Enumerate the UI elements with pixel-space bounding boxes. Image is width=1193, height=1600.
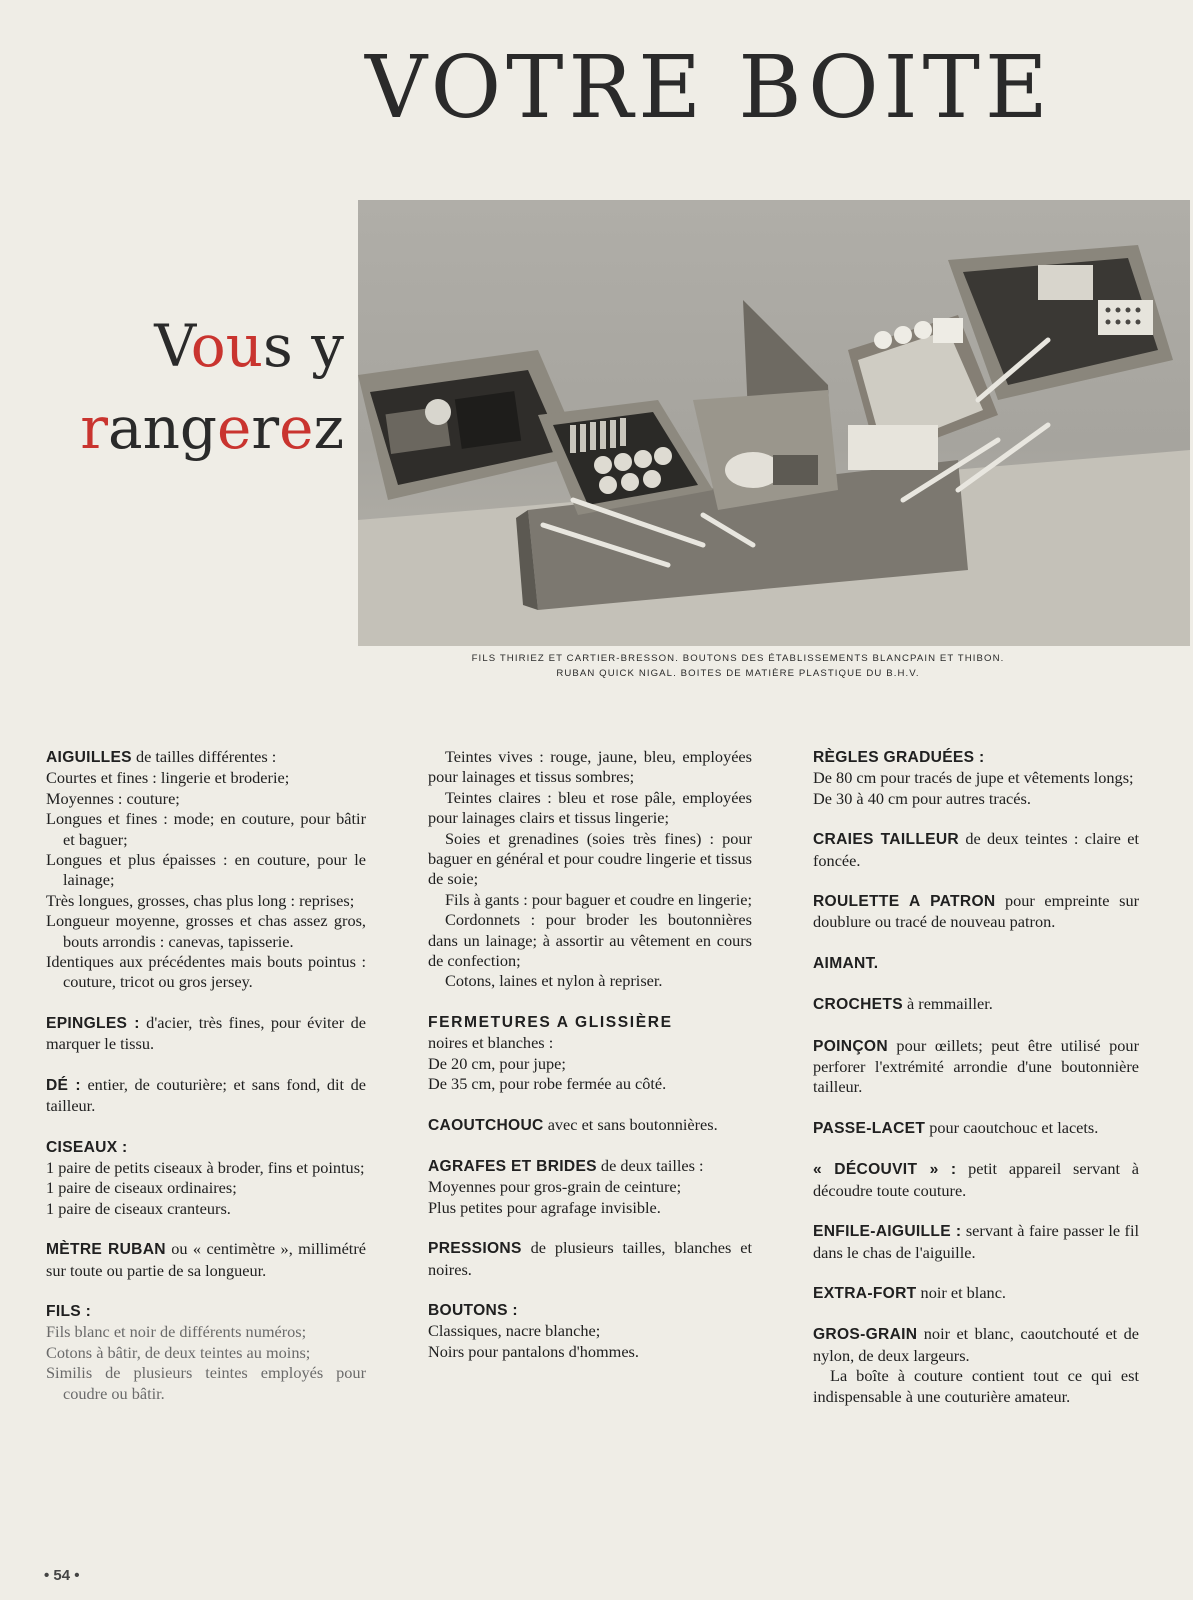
list-item: Moyennes pour gros-grain de ceinture; bbox=[428, 1177, 682, 1197]
list-item: noires et blanches : bbox=[428, 1033, 554, 1053]
list-item: Identiques aux précédentes mais bouts pointus : couture, tricot ou gros jersey. bbox=[46, 952, 366, 992]
entry-text: avec et sans boutonnières. bbox=[543, 1114, 718, 1134]
kicker-letter-red: r bbox=[80, 394, 108, 462]
entry-heading: GROS-GRAIN bbox=[813, 1326, 918, 1344]
entry-caoutchouc bbox=[428, 1115, 752, 1136]
entry-heading: « DÉCOUVIT » : bbox=[813, 1161, 957, 1179]
entry-text: noir et blanc, caoutchouté et de nylon, de deux largeurs. bbox=[813, 1324, 1139, 1365]
list-item: Noirs pour pantalons d'hommes. bbox=[428, 1341, 639, 1361]
entry-heading: EXTRA-FORT bbox=[813, 1284, 917, 1302]
entry-metre bbox=[46, 1239, 366, 1281]
entry-heading: POINÇON bbox=[813, 1037, 888, 1055]
entry-heading: CISEAUX : bbox=[46, 1138, 128, 1156]
entry-heading: CAOUTCHOUC bbox=[428, 1116, 544, 1134]
entry-text: noir et blanc. bbox=[916, 1282, 1006, 1302]
entry-roulette bbox=[813, 891, 1139, 933]
entry-poincon bbox=[813, 1036, 1139, 1098]
entry-text: pour œillets; peut être utilisé pour perforer l'extrémité arrondie d'une boutonnière tailleur. bbox=[813, 1035, 1139, 1097]
entry-regles bbox=[813, 747, 1139, 809]
list-item: Cordonnets : pour broder les boutonnières dans un lainage; à assortir au vêtement en cours de confection; bbox=[428, 910, 752, 971]
entry-text: de plusieurs tailles, blanches et noires. bbox=[428, 1238, 752, 1279]
list-item: Teintes vives : rouge, jaune, bleu, employées pour lainages et tissus sombres; bbox=[428, 747, 752, 787]
entry-gros-grain bbox=[813, 1324, 1139, 1407]
list-item: Longueur moyenne, grosses et chas assez gros, bouts arrondis : canevas, tapisserie. bbox=[46, 911, 366, 951]
entry-heading: AIMANT. bbox=[813, 954, 879, 972]
list-item: Moyennes : couture; bbox=[46, 788, 180, 808]
list-item: 1 paire de petits ciseaux à broder, fins et pointus; bbox=[46, 1157, 365, 1177]
sewing-box-illustration bbox=[358, 200, 1190, 646]
entry-decouvit bbox=[813, 1159, 1139, 1201]
entry-fils-suite bbox=[428, 747, 752, 992]
entry-pressions bbox=[428, 1238, 752, 1280]
kicker-letter: V bbox=[154, 312, 191, 380]
entry-text: servant à faire passer le fil dans le chas de l'aiguille. bbox=[813, 1221, 1139, 1262]
entry-enfile-aiguille bbox=[813, 1221, 1139, 1263]
list-item: Longues et fines : mode; en couture, pour bâtir et baguer; bbox=[46, 809, 366, 849]
list-item: Plus petites pour agrafage invisible. bbox=[428, 1197, 661, 1217]
entry-heading: CRAIES TAILLEUR bbox=[813, 831, 959, 849]
page-title: VOTRE BOITE bbox=[365, 38, 1053, 138]
list-item: De 35 cm, pour robe fermée au côté. bbox=[428, 1074, 667, 1094]
entry-crochets bbox=[813, 994, 1139, 1015]
page-number: • 54 • bbox=[44, 1567, 80, 1584]
entry-text: de deux teintes : claire et foncée. bbox=[813, 829, 1140, 870]
kicker-letter: ang bbox=[107, 394, 218, 462]
entry-passe-lacet bbox=[813, 1118, 1139, 1139]
entry-ciseaux bbox=[46, 1137, 366, 1220]
entry-heading: RÈGLES GRADUÉES : bbox=[813, 749, 985, 766]
kicker-letter-red: e bbox=[217, 394, 252, 462]
column-2 bbox=[428, 747, 752, 1382]
entry-text: ou « centimètre », millimétré sur toute ou partie de sa longueur. bbox=[46, 1239, 366, 1280]
entry-heading: MÈTRE RUBAN bbox=[46, 1241, 166, 1259]
list-item: De 80 cm pour tracés de jupe et vêtements longs; bbox=[813, 768, 1134, 788]
entry-aiguilles bbox=[46, 747, 366, 993]
entry-heading: PRESSIONS bbox=[428, 1240, 522, 1258]
entry-heading: ENFILE-AIGUILLE : bbox=[813, 1223, 962, 1241]
entry-text: de deux tailles : bbox=[596, 1155, 704, 1175]
entry-heading: BOUTONS : bbox=[428, 1301, 518, 1319]
list-item: 1 paire de ciseaux cranteurs. bbox=[46, 1198, 231, 1218]
entry-epingles bbox=[46, 1013, 366, 1055]
entry-text: pour empreinte sur doublure ou tracé de nouveau patron. bbox=[813, 891, 1140, 932]
photo-caption bbox=[358, 651, 1118, 681]
list-item: 1 paire de ciseaux ordinaires; bbox=[46, 1178, 237, 1198]
entry-text: d'acier, très fines, pour éviter de marquer le tissu. bbox=[46, 1012, 366, 1054]
list-item: Courtes et fines : lingerie et broderie; bbox=[46, 768, 290, 788]
entry-heading: FILS : bbox=[46, 1302, 92, 1320]
entry-text: de tailles différentes : bbox=[131, 747, 277, 766]
entry-aimant bbox=[813, 953, 1139, 974]
column-1 bbox=[46, 747, 366, 1424]
entry-heading: FERMETURES A GLISSIÈRE bbox=[428, 1013, 673, 1031]
entry-heading: EPINGLES : bbox=[46, 1014, 140, 1032]
kicker-letter: z bbox=[313, 394, 344, 462]
caption-line-1: FILS THIRIEZ ET CARTIER-BRESSON. BOUTONS DES ÉTABLISSEMENTS BLANCPAIN ET THIBON. bbox=[471, 653, 1005, 664]
entry-heading: CROCHETS bbox=[813, 996, 903, 1014]
list-item: De 20 cm, pour jupe; bbox=[428, 1053, 566, 1073]
entry-fermetures bbox=[428, 1012, 752, 1095]
conclusion-text: La boîte à couture contient tout ce qui est indispensable à une couturière amateur. bbox=[813, 1366, 1139, 1406]
entry-boutons bbox=[428, 1300, 752, 1362]
list-item: Classiques, nacre blanche; bbox=[428, 1321, 601, 1341]
entry-text: pour caoutchouc et lacets. bbox=[925, 1117, 1099, 1137]
column-3 bbox=[813, 747, 1139, 1407]
entry-heading: PASSE-LACET bbox=[813, 1119, 926, 1137]
entry-extra-fort bbox=[813, 1283, 1139, 1304]
entry-heading: AIGUILLES bbox=[46, 749, 132, 766]
kicker-letter: s y bbox=[263, 312, 344, 380]
entry-agrafes bbox=[428, 1156, 752, 1218]
kicker-line-1 bbox=[44, 305, 344, 387]
sewing-box-photo bbox=[358, 200, 1190, 646]
entry-de bbox=[46, 1075, 366, 1117]
list-item: Longues et plus épaisses : en couture, pour le lainage; bbox=[46, 850, 366, 890]
list-item: Cotons, laines et nylon à repriser. bbox=[445, 971, 663, 991]
list-item: Soies et grenadines (soies très fines) : pour baguer en général et pour coudre lingerie et tissus de soie; bbox=[428, 828, 752, 889]
kicker-heading bbox=[44, 305, 344, 469]
list-item: Similis de plusieurs teintes employés pour coudre ou bâtir. bbox=[46, 1363, 366, 1403]
kicker-line-2 bbox=[44, 387, 344, 469]
caption-line-2: RUBAN QUICK NIGAL. BOITES DE MATIÈRE PLASTIQUE DU B.H.V. bbox=[556, 668, 920, 679]
list-item: Teintes claires : bleu et rose pâle, employées pour lainages clairs et tissus lingerie; bbox=[428, 787, 752, 828]
entry-text: à remmailler. bbox=[902, 994, 993, 1014]
entry-text: entier, de couturière; et sans fond, dit de tailleur. bbox=[46, 1074, 367, 1116]
entry-heading: ROULETTE A PATRON bbox=[813, 893, 996, 911]
entry-text: petit appareil servant à découdre toute couture. bbox=[813, 1159, 1140, 1200]
entry-craies bbox=[813, 829, 1139, 871]
list-item: Très longues, grosses, chas plus long : reprises; bbox=[46, 890, 355, 910]
kicker-letter-red: e bbox=[279, 394, 314, 462]
kicker-letter-red: ou bbox=[190, 312, 264, 380]
list-item: Fils à gants : pour baguer et coudre en lingerie; bbox=[445, 889, 752, 909]
kicker-letter: r bbox=[251, 394, 280, 462]
entry-heading: AGRAFES ET BRIDES bbox=[428, 1157, 597, 1175]
entry-heading: DÉ : bbox=[46, 1076, 81, 1094]
list-item: De 30 à 40 cm pour autres tracés. bbox=[813, 788, 1031, 808]
list-item: Cotons à bâtir, de deux teintes au moins; bbox=[46, 1342, 311, 1362]
entry-fils bbox=[46, 1301, 366, 1404]
list-item: Fils blanc et noir de différents numéros; bbox=[46, 1322, 307, 1342]
